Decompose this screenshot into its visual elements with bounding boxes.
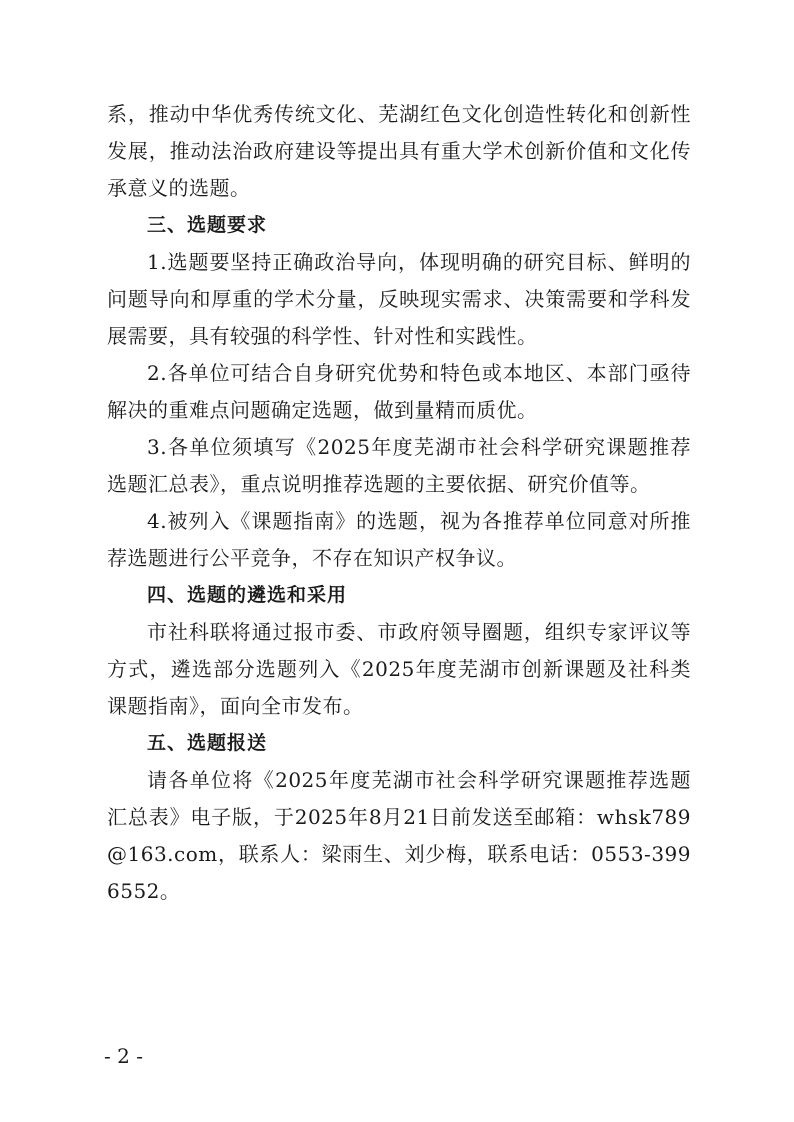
submission-paragraph: 请各单位将《2025年度芜湖市社会科学研究课题推荐选题汇总表》电子版，于2025年8月21日前发送至邮箱：whsk789@163.com，联系人：梁雨生、刘少梅，联系电话：0553-3996552。: [107, 768, 691, 903]
intro-continuation-paragraph: 系，推动中华优秀传统文化、芜湖红色文化创造性转化和创新性发展，推动法治政府建设等提出具有重大学术创新价值和文化传承意义的选题。: [107, 102, 691, 200]
body-text: [107, 96, 691, 910]
page-number: - 2 -: [104, 1044, 143, 1068]
section-heading-submission: 五、选题报送: [147, 732, 268, 754]
requirement-item-3: 3.各单位须填写《2025年度芜湖市社会科学研究课题推荐选题汇总表》，重点说明推荐选题的主要依据、研究价值等。: [107, 435, 691, 496]
requirement-item-1: 1.选题要坚持正确政治导向，体现明确的研究目标、鲜明的问题导向和厚重的学术分量，反映现实需求、决策需要和学科发展需要，具有较强的科学性、针对性和实践性。: [107, 250, 691, 348]
requirement-item-4: 4.被列入《课题指南》的选题，视为各推荐单位同意对所推荐选题进行公平竞争，不存在知识产权争议。: [107, 509, 691, 570]
section-heading-requirements: 三、选题要求: [147, 214, 268, 236]
section-heading-selection: 四、选题的遴选和采用: [147, 584, 348, 606]
selection-paragraph: 市社科联将通过报市委、市政府领导圈题，组织专家评议等方式，遴选部分选题列入《2025年度芜湖市创新课题及社科类课题指南》，面向全市发布。: [107, 620, 691, 718]
requirement-item-2: 2.各单位可结合自身研究优势和特色或本地区、本部门亟待解决的重难点问题确定选题，做到量精而质优。: [107, 361, 691, 422]
